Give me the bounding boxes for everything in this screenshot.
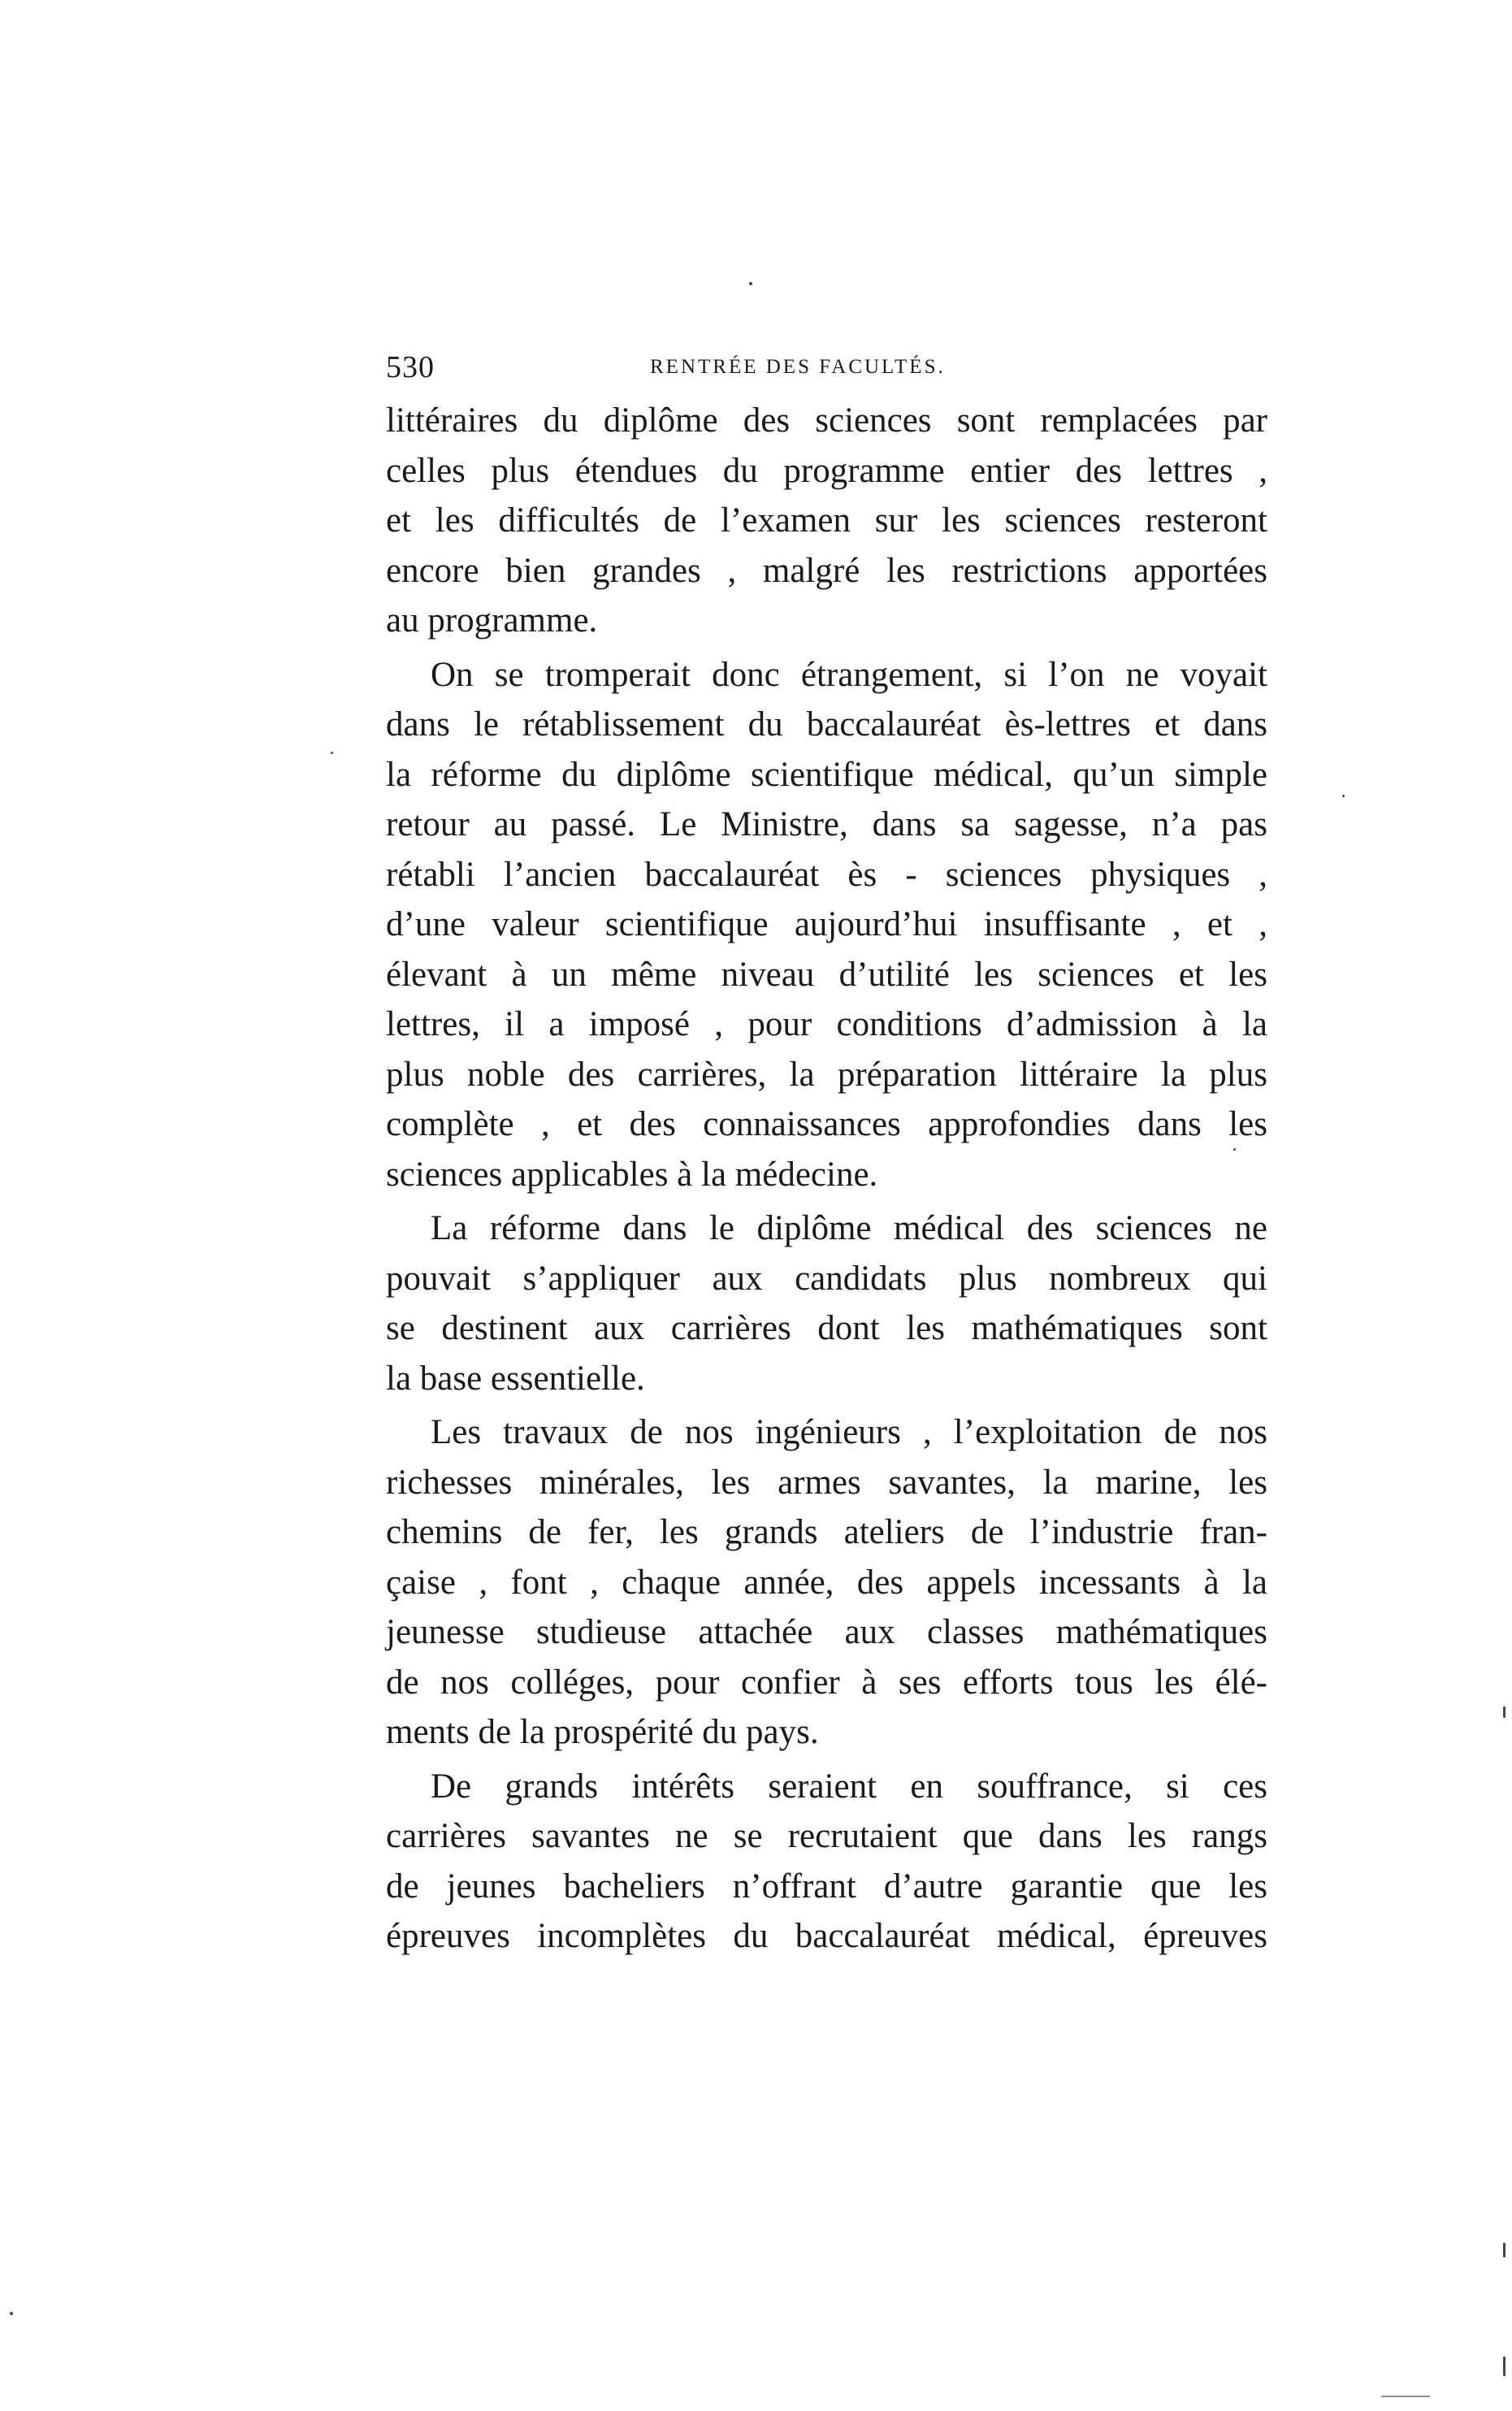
scan-speck <box>1381 2396 1430 2397</box>
scan-speck <box>10 2312 13 2315</box>
text-line: de nos colléges, pour confier à ses efforts tous les élé- <box>386 1663 1267 1702</box>
text-line: la base essentielle. <box>386 1359 645 1398</box>
text-line: La réforme dans le diplôme médical des sciences ne <box>431 1209 1267 1247</box>
scan-speck <box>1503 2243 1506 2257</box>
paragraph <box>386 650 1267 1200</box>
running-head <box>386 349 983 390</box>
text-line: élevant à un même niveau d’utilité les sciences et les <box>386 955 1267 994</box>
text-line: encore bien grandes , malgré les restrictions apportées <box>386 551 1267 590</box>
text-line: On se tromperait donc étrangement, si l’on ne voyait <box>431 655 1267 694</box>
running-title: RENTRÉE DES FACULTÉS. <box>650 356 946 378</box>
text-line: complète , et des connaissances approfondies dans les <box>386 1105 1267 1143</box>
page-number: 530 <box>386 350 435 384</box>
text-line: rétabli l’ancien baccalauréat ès - sciences physiques , <box>386 855 1267 894</box>
scan-speck <box>331 752 333 754</box>
text-line: chemins de fer, les grands ateliers de l’industrie fran- <box>386 1513 1267 1551</box>
text-line: plus noble des carrières, la préparation littéraire la plus <box>386 1055 1267 1094</box>
scan-speck <box>1342 795 1345 797</box>
text-line: la réforme du diplôme scientifique médical, qu’un simple <box>386 755 1267 794</box>
text-line: retour au passé. Le Ministre, dans sa sagesse, n’a pas <box>386 805 1267 843</box>
text-line: De grands intérêts seraient en souffrance, si ces <box>431 1767 1267 1806</box>
text-line: celles plus étendues du programme entier des lettres , <box>386 451 1267 490</box>
text-line: de jeunes bacheliers n’offrant d’autre garantie que les <box>386 1867 1267 1906</box>
text-line: Les travaux de nos ingénieurs , l’exploitation de nos <box>431 1413 1267 1451</box>
scan-speck <box>1233 1148 1236 1151</box>
text-line: pouvait s’appliquer aux candidats plus nombreux qui <box>386 1259 1267 1298</box>
paragraph <box>386 1762 1267 1962</box>
text-line: richesses minérales, les armes savantes, la marine, les <box>386 1463 1267 1502</box>
text-line: se destinent aux carrières dont les mathématiques sont <box>386 1309 1267 1347</box>
scan-speck <box>749 282 752 285</box>
paragraph <box>386 1203 1267 1403</box>
text-line: sciences applicables à la médecine. <box>386 1155 878 1194</box>
text-line: jeunesse studieuse attachée aux classes mathématiques <box>386 1613 1267 1651</box>
text-line: ments de la prospérité du pays. <box>386 1713 819 1751</box>
text-line: d’une valeur scientifique aujourd’hui insuffisante , et , <box>386 905 1267 943</box>
paragraph <box>386 1407 1267 1758</box>
text-line: au programme. <box>386 601 598 640</box>
text-line: dans le rétablissement du baccalauréat ès-lettres et dans <box>386 705 1267 744</box>
text-line: littéraires du diplôme des sciences sont remplacées par <box>386 401 1267 440</box>
paragraph <box>386 396 1267 646</box>
text-line: épreuves incomplètes du baccalauréat médical, épreuves <box>386 1917 1267 1955</box>
scan-speck <box>1503 1706 1506 1718</box>
scan-speck <box>1503 2357 1506 2376</box>
text-line: lettres, il a imposé , pour conditions d’admission à la <box>386 1005 1267 1043</box>
text-line: et les difficultés de l’examen sur les sciences resteront <box>386 501 1267 540</box>
text-line: çaise , font , chaque année, des appels incessants à la <box>386 1563 1267 1602</box>
text-body <box>386 396 1267 1962</box>
text-line: carrières savantes ne se recrutaient que dans les rangs <box>386 1817 1267 1855</box>
